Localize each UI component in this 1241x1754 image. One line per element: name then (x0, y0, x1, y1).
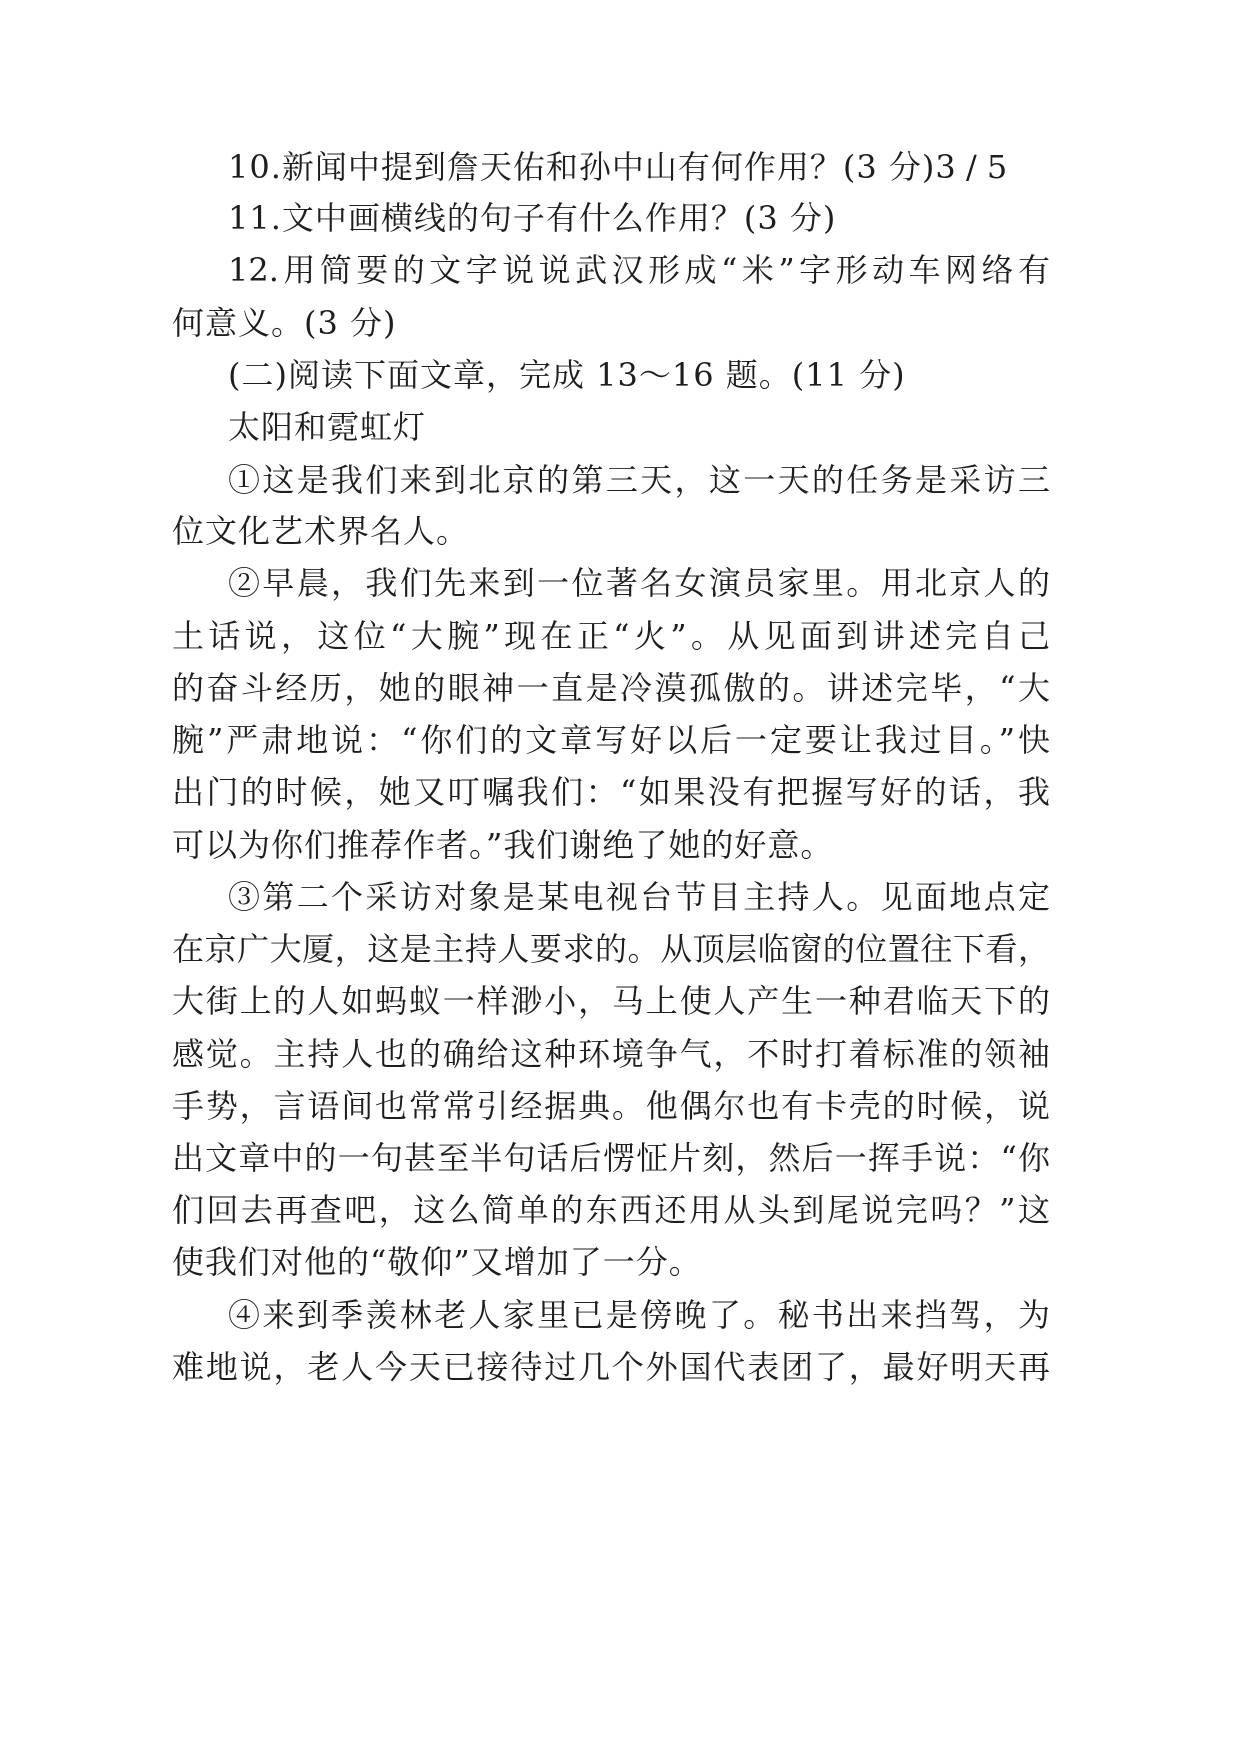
paragraph-4-line: 难地说，老人今天已接待过几个外国代表团了，最好明天再 (172, 1348, 1050, 1386)
question-12-line-2: 何意义。(3 分) (172, 304, 397, 342)
paragraph-2-line: 的奋斗经历，她的眼神一直是冷漠孤傲的。讲述完毕，“大 (172, 669, 1050, 707)
paragraph-1-line: ①这是我们来到北京的第三天，这一天的任务是采访三 (228, 461, 1050, 499)
paragraph-2-line: 土话说，这位“大腕”现在正“火”。从见面到讲述完自己 (172, 617, 1050, 655)
question-10-text: 10.新闻中提到詹天佑和孙中山有何作用？(3 分) (228, 148, 936, 186)
paragraph-2-line: 可以为你们推荐作者。”我们谢绝了她的好意。 (172, 826, 834, 864)
paragraph-3-line: 在京广大厦，这是主持人要求的。从顶层临窗的位置往下看， (172, 930, 1050, 968)
question-11: 11.文中画横线的句子有什么作用？(3 分) (228, 199, 837, 237)
paragraph-3-line: 使我们对他的“敬仰”又增加了一分。 (172, 1243, 702, 1281)
paragraph-3-line: 们回去再查吧，这么简单的东西还用从头到尾说完吗？”这 (172, 1191, 1050, 1229)
paragraph-3-line: 出文章中的一句甚至半句话后愣怔片刻，然后一挥手说：“你 (172, 1139, 1050, 1177)
paragraph-3-line: 感觉。主持人也的确给这种环境争气，不时打着标准的领袖 (172, 1035, 1050, 1073)
article-title: 太阳和霓虹灯 (228, 408, 427, 446)
paragraph-3-line: 手势，言语间也常常引经据典。他偶尔也有卡壳的时候，说 (172, 1087, 1050, 1125)
paragraph-1-line: 位文化艺术界名人。 (172, 512, 470, 550)
paragraph-2-line: 腕”严肃地说：“你们的文章写好以后一定要让我过目。”快 (172, 721, 1050, 759)
paragraph-3-line: 大街上的人如蚂蚁一样渺小，马上使人产生一种君临天下的 (172, 982, 1050, 1020)
paragraph-4-line: ④来到季羡林老人家里已是傍晚了。秘书出来挡驾，为 (228, 1296, 1050, 1334)
question-10 (228, 147, 1050, 187)
question-12-line-1: 12.用简要的文字说说武汉形成“米”字形动车网络有 (228, 251, 1050, 289)
page-indicator: 3 / 5 (935, 148, 1008, 186)
section-heading: (二)阅读下面文章，完成 13～16 题。(11 分) (228, 356, 906, 394)
paragraph-2-line: 出门的时候，她又叮嘱我们：“如果没有把握写好的话，我 (172, 773, 1050, 811)
paragraph-2-line: ②早晨，我们先来到一位著名女演员家里。用北京人的 (228, 564, 1050, 602)
paragraph-3-line: ③第二个采访对象是某电视台节目主持人。见面地点定 (228, 878, 1050, 916)
